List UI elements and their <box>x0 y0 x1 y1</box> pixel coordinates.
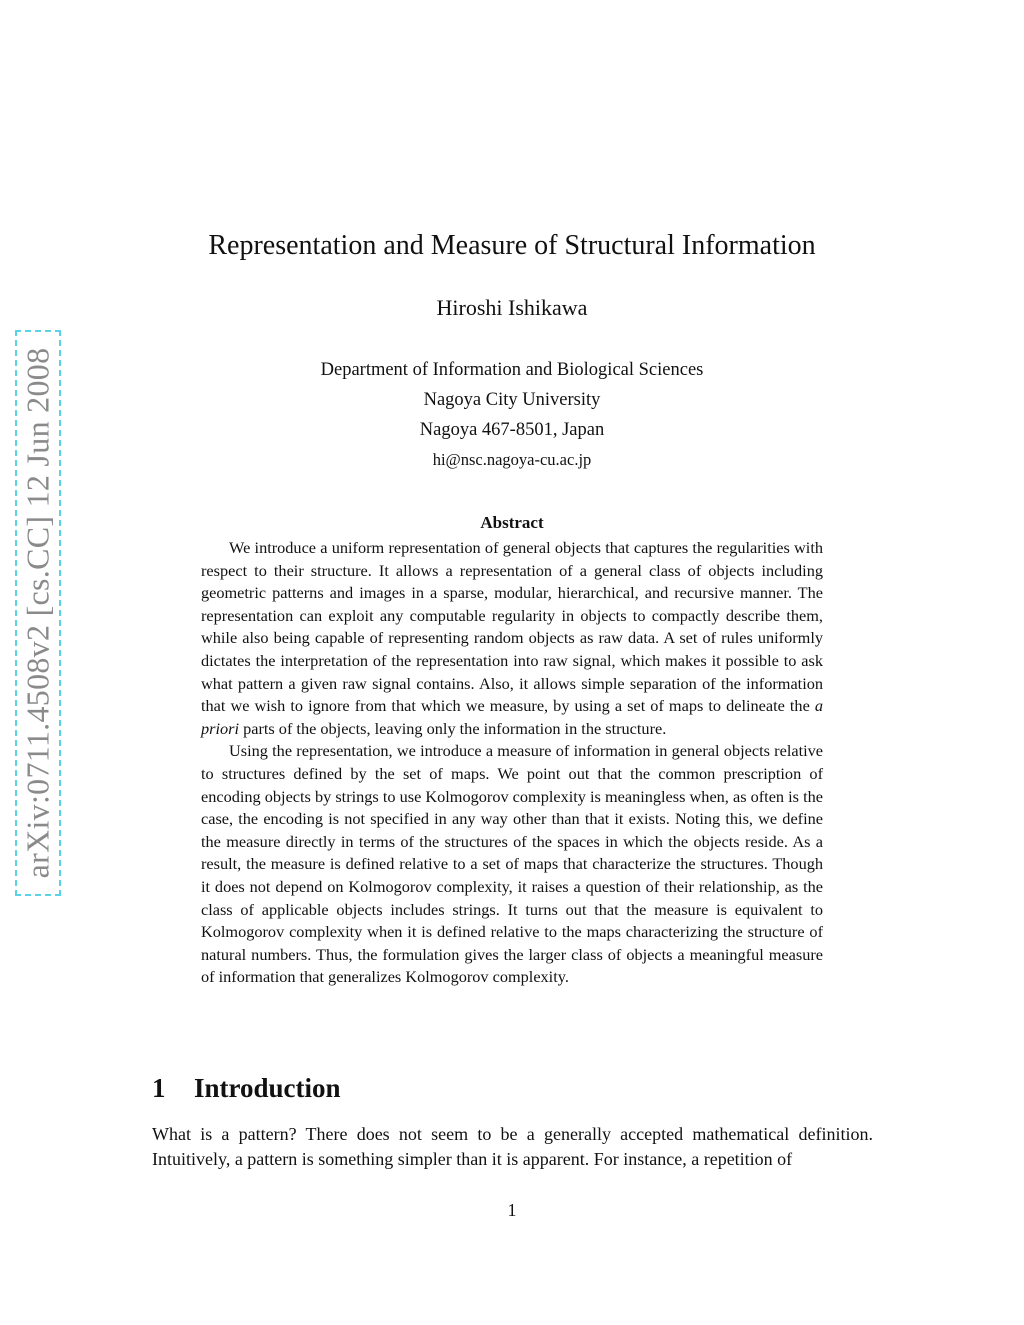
affiliation-university: Nagoya City University <box>423 390 601 410</box>
paper-title: Representation and Measure of Structural Information <box>208 230 816 261</box>
abstract-heading: Abstract <box>480 513 544 532</box>
affiliation-block <box>0 355 1024 475</box>
abstract-body <box>201 537 823 989</box>
arxiv-identifier: arXiv:0711.4508v2 [cs.CC] 12 Jun 2008 <box>19 347 56 879</box>
abstract-paragraph-1 <box>201 537 823 740</box>
section-number: 1 <box>152 1073 166 1103</box>
author-email: hi@nsc.nagoya-cu.ac.jp <box>432 450 592 469</box>
section-heading <box>152 1070 341 1106</box>
affiliation-address: Nagoya 467-8501, Japan <box>419 420 605 440</box>
abstract-paragraph-2: Using the representation, we introduce a measure of information in general objects relative to structures defined by the set of maps. We point out that the common prescription of encoding objects by strings to use Kolmogorov complexity is meaningless when, as often is the case, the encoding is not specified in any way other than that it exists. Noting this, we define the measure directly in terms of the structures of the spaces in which the objects reside. As a result, the measure is defined relative to a set of maps that characterize the structures. Though it does not depend on Kolmogorov complexity, it raises a question of their relationship, as the class of applicable objects includes strings. It turns out that the measure is equivalent to Kolmogorov complexity when it is defined relative to the maps characterizing the structure of natural numbers. Thus, the formulation gives the larger class of objects a meaningful measure of information that generalizes Kolmogorov complexity. <box>201 741 823 987</box>
affiliation-department: Department of Information and Biological Sciences <box>320 360 704 380</box>
intro-text: What is a pattern? There does not seem to be a generally accepted mathematical definition. Intuitively, a pattern is something simpler than it is apparent. For instance, a repetition of <box>152 1124 873 1169</box>
section-title: Introduction <box>194 1073 341 1103</box>
page-number: 1 <box>507 1200 517 1220</box>
abstract-p1-italic: a priori <box>201 696 823 738</box>
abstract-p1-text-a: We introduce a uniform representation of general objects that captures the regularities with respect to their structure. It allows a representation of a general class of objects including geometric patterns and images in a sparse, modular, hierarchical, and recursive manner. The representation can exploit any computable regularity in objects to compactly describe them, while also being capable of representing random objects as raw data. A set of rules uniformly dictates the interpretation of the representation into raw signal, which makes it possible to ask what pattern a given raw signal contains. Also, it allows simple separation of the information that we wish to ignore from that which we measure, by using a set of maps to delineate the <box>201 538 823 716</box>
abstract-p1-text-b: parts of the objects, leaving only the information in the structure. <box>239 718 667 738</box>
intro-paragraph <box>152 1122 873 1172</box>
author-name: Hiroshi Ishikawa <box>436 295 588 320</box>
